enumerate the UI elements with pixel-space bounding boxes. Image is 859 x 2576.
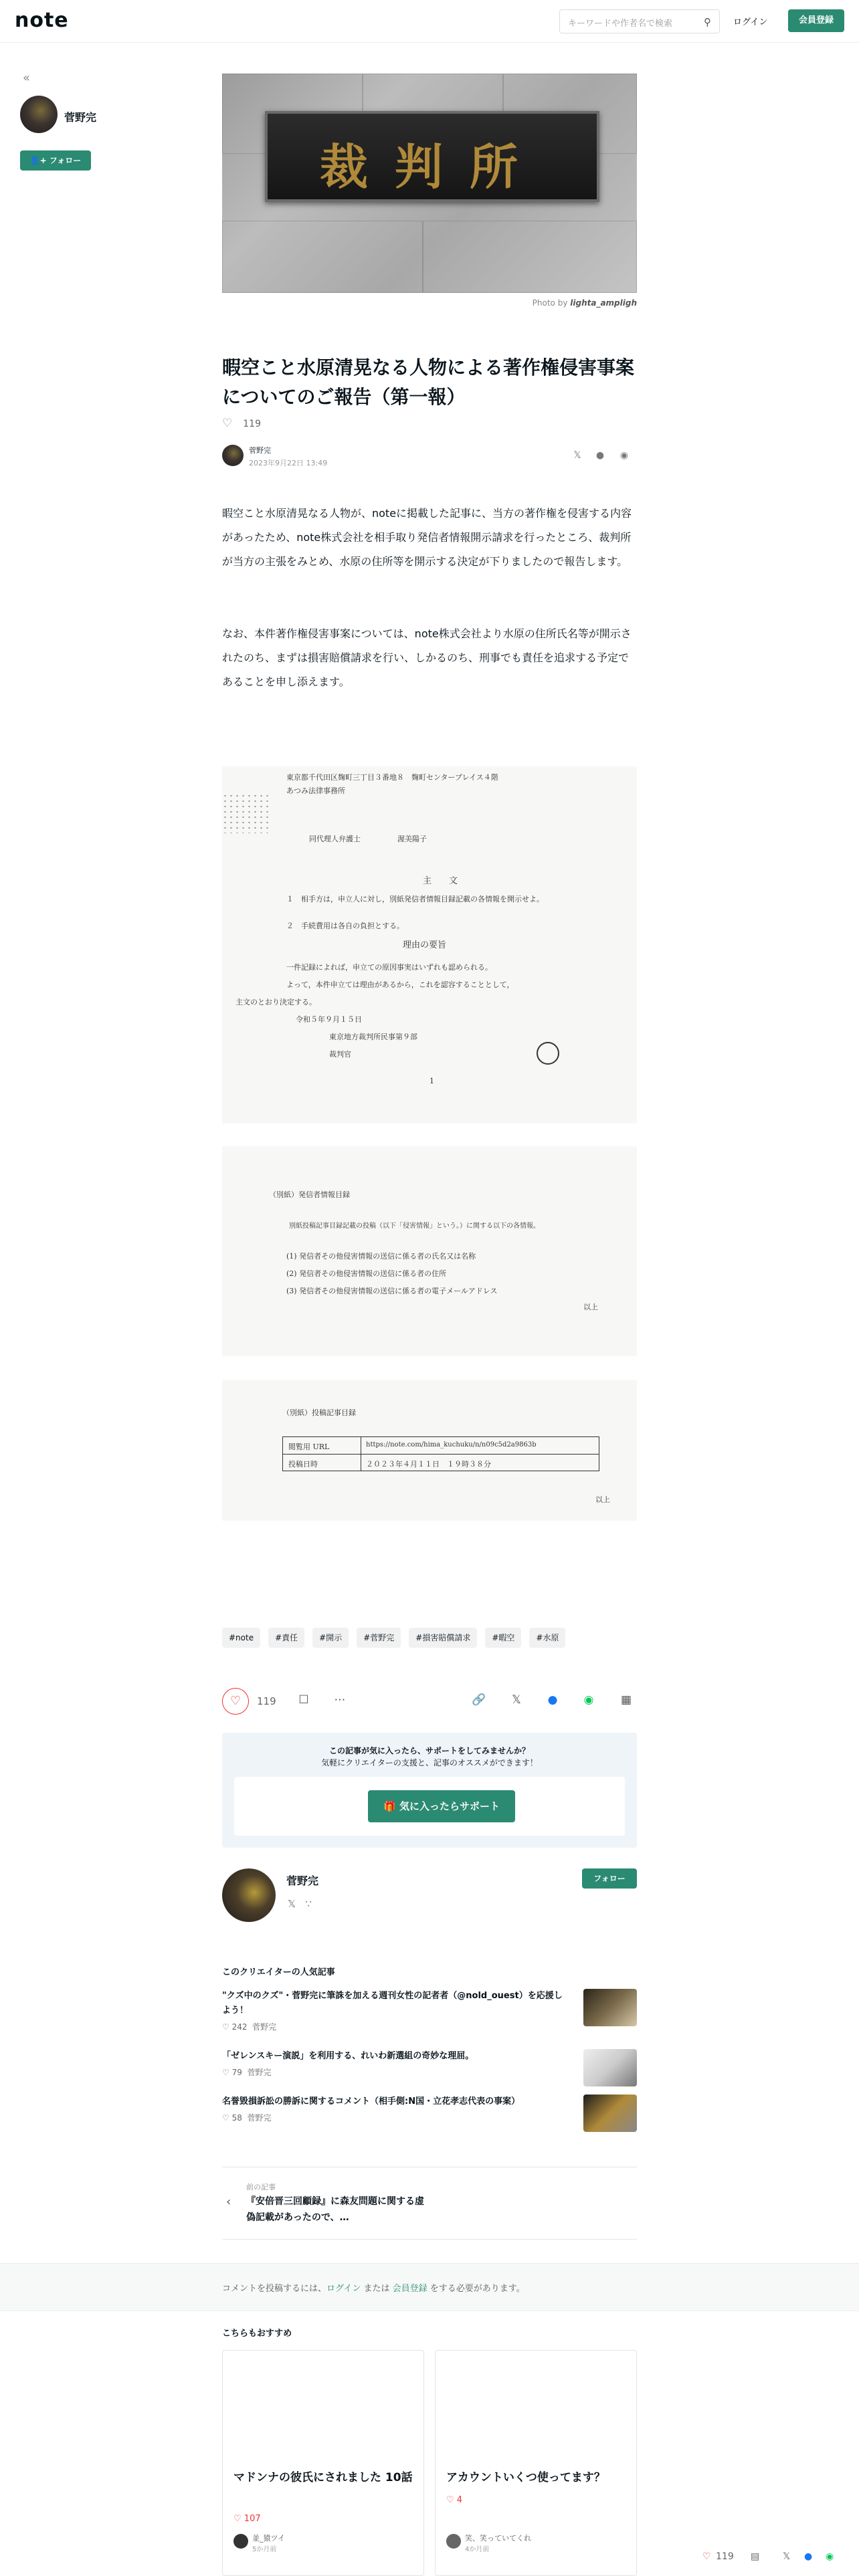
- doc-line: 主 文: [423, 876, 458, 886]
- like-count: 119: [243, 419, 261, 429]
- bookmark-icon[interactable]: ▤: [751, 2551, 760, 2562]
- link-copy-icon[interactable]: 🔗: [472, 1693, 486, 1707]
- comment-login-link[interactable]: ログイン: [326, 2284, 361, 2294]
- heart-icon[interactable]: ♡: [222, 417, 233, 430]
- rss-icon[interactable]: ∵: [305, 1898, 312, 1910]
- floating-like-count: 119: [716, 2551, 734, 2562]
- popular-likes: 79: [231, 2068, 242, 2077]
- line-share-icon[interactable]: ◉: [583, 1693, 594, 1707]
- creator-links: [288, 1898, 312, 1910]
- chevron-left-icon: ‹: [226, 2195, 231, 2209]
- popular-item[interactable]: [222, 1989, 637, 2032]
- doc-line: 理由の要旨: [403, 940, 447, 950]
- search-icon[interactable]: ⚲: [704, 16, 711, 28]
- avatar[interactable]: [20, 96, 58, 133]
- heart-icon: ♡: [229, 1694, 242, 1708]
- support-box: [222, 1733, 637, 1848]
- comment-register-link[interactable]: 会員登録: [392, 2284, 427, 2294]
- tag[interactable]: #損害賠償請求: [409, 1628, 477, 1648]
- popular-author: 菅野完: [247, 2068, 272, 2077]
- card-like-count: 4: [456, 2495, 463, 2505]
- doc-line: 以上: [583, 1303, 598, 1311]
- support-line2: 気軽にクリエイターの支援と、記事のオススメができます！: [321, 1758, 538, 1767]
- comment-text: または: [361, 2284, 393, 2294]
- popular-thumbnail[interactable]: [583, 2095, 637, 2132]
- doc-line: （別紙）投稿記事目録: [282, 1408, 356, 1417]
- more-icon[interactable]: ⋯: [334, 1693, 346, 1707]
- doc-line: 別紙投稿記事目録記載の投稿（以下「侵害情報」という。）に関する以下の各情報。: [289, 1222, 540, 1230]
- publish-date: 2023年9月22日 13:49: [249, 459, 328, 467]
- card-avatar[interactable]: [233, 2534, 248, 2549]
- card-age: 4か月前: [465, 2546, 490, 2553]
- doc-line: 裁判官: [329, 1050, 388, 1059]
- doc-line: 同代理人弁護士 渥美陽子: [309, 835, 427, 843]
- creator-avatar[interactable]: [222, 1868, 276, 1922]
- support-button-label: 気に入ったらサポート: [399, 1800, 500, 1812]
- popular-thumbnail[interactable]: [583, 2049, 637, 2086]
- popular-item[interactable]: [222, 2049, 637, 2092]
- tag[interactable]: #開示: [312, 1628, 349, 1648]
- popular-thumbnail[interactable]: [583, 1989, 637, 2026]
- popular-author: 菅野完: [252, 2022, 277, 2032]
- divider: [222, 2239, 637, 2240]
- doc-line: 一件記録によれば，申立ての原因事実はいずれも認められる。: [286, 963, 492, 972]
- card-age: 5か月前: [252, 2546, 277, 2553]
- line-share-icon[interactable]: ◉: [826, 2551, 834, 2562]
- facebook-share-icon[interactable]: ●: [804, 2551, 813, 2562]
- doc-line: あつみ法律事務所: [286, 786, 345, 795]
- heart-icon[interactable]: ♡: [702, 2551, 711, 2562]
- register-button[interactable]: 会員登録: [788, 9, 844, 32]
- comment-notice: [222, 2281, 525, 2294]
- support-button[interactable]: [368, 1790, 515, 1822]
- author-name[interactable]: 菅野完: [249, 446, 271, 455]
- popular-likes: 58: [231, 2113, 242, 2123]
- photo-credit-name[interactable]: lighta_ampligh: [570, 298, 637, 308]
- x-share-icon[interactable]: 𝕏: [573, 450, 581, 461]
- doc-page-number: 1: [430, 1077, 434, 1085]
- doc-line: １ 相手方は，申立人に対し，別紙発信者情報目録記載の各情報を開示せよ。: [286, 895, 544, 903]
- prev-article-link[interactable]: [222, 2176, 430, 2230]
- doc-line: 以上: [595, 1495, 610, 1504]
- seal-stamp: [537, 1042, 559, 1065]
- doc-line: (2) 発信者その他侵害情報の送信に係る者の住所: [286, 1269, 447, 1278]
- author-avatar[interactable]: [222, 445, 244, 466]
- tag[interactable]: #水原: [529, 1628, 565, 1648]
- prev-title: 『安倍晋三回顧録』に森友問題に関する虚偽記載があったので、…: [246, 2196, 424, 2223]
- article-list-image: [222, 1380, 637, 1521]
- prev-label: 前の記事: [246, 2183, 276, 2191]
- doc-table-cell: ２０２３年４月１１日 １９時３８分: [366, 1460, 491, 1469]
- support-inner: [234, 1777, 625, 1836]
- comment-icon[interactable]: ☐: [298, 1693, 309, 1707]
- doc-line: 東京地方裁判所民事第９部: [329, 1033, 417, 1041]
- card-like-count: 107: [244, 2514, 261, 2524]
- tag[interactable]: #暇空: [485, 1628, 521, 1648]
- collapse-icon[interactable]: «: [23, 71, 31, 85]
- doc-line: 主文のとおり決定する。: [235, 998, 316, 1006]
- support-line1: この記事が気に入ったら、サポートをしてみませんか？: [328, 1746, 530, 1755]
- doc-line: ２ 手続費用は各自の負担とする。: [286, 922, 404, 930]
- line-share-icon[interactable]: ◉: [619, 450, 629, 461]
- tag[interactable]: #note: [222, 1628, 260, 1648]
- follow-icon: 👤+: [29, 156, 50, 165]
- card-title[interactable]: マドンナの彼氏にされました 10話: [233, 2471, 413, 2484]
- like-count-top[interactable]: [222, 417, 261, 430]
- creator-follow-button[interactable]: フォロー: [582, 1868, 637, 1889]
- scan-noise: [222, 793, 269, 833]
- embed-icon[interactable]: ▦: [620, 1693, 632, 1707]
- search-placeholder: キーワードや作者名で検索: [568, 19, 673, 29]
- photo-credit-prefix: Photo by: [532, 298, 568, 308]
- gift-icon: 🎁: [383, 1800, 399, 1812]
- login-link[interactable]: ログイン: [733, 17, 768, 27]
- court-decision-image: [222, 766, 637, 1123]
- comment-text: をする必要があります。: [427, 2284, 525, 2294]
- popular-meta: [222, 2112, 272, 2123]
- note-logo[interactable]: note: [15, 9, 69, 32]
- recommend-card[interactable]: [222, 2350, 424, 2576]
- court-sign: [265, 111, 599, 202]
- card-title[interactable]: アカウントいくつ使ってます？: [446, 2471, 605, 2484]
- heart-icon: ♡: [222, 2068, 232, 2077]
- comment-area: [0, 2263, 859, 2311]
- rail-follow-button[interactable]: [20, 150, 91, 171]
- doc-table-cell: 閲覧用 URL: [288, 1442, 330, 1451]
- doc-table-cell: https://note.com/hima_kuchuku/n/n09c5d2a9863b: [366, 1441, 537, 1448]
- recommend-heading: こちらもおすすめ: [222, 2329, 292, 2339]
- floating-action-bar: [696, 2545, 859, 2569]
- doc-line: 東京都千代田区麹町三丁目３番地８ 麹町センタープレイス４階: [286, 773, 498, 782]
- article-title: 暇空こと水原清晃なる人物による著作権侵害事案についてのご報告（第一報）: [222, 356, 635, 408]
- article-paragraph: なお、本件著作権侵害事案については、note株式会社より水原の住所氏名等が開示されたのち、まずは損害賠償請求を行い、しかるのち、刑事でも責任を追求する予定であることを申し添えます。: [222, 627, 632, 688]
- court-sign-text: 裁判所: [319, 138, 545, 195]
- card-likes: [233, 2514, 261, 2524]
- x-share-icon[interactable]: 𝕏: [512, 1693, 521, 1707]
- facebook-share-icon[interactable]: ●: [547, 1693, 558, 1707]
- rail-author-name[interactable]: 菅野完: [64, 111, 97, 124]
- facebook-share-icon[interactable]: ●: [595, 450, 605, 461]
- doc-line: (3) 発信者その他侵害情報の送信に係る者の電子メールアドレス: [286, 1287, 498, 1295]
- like-count: 119: [257, 1695, 276, 1707]
- popular-heading: このクリエイターの人気記事: [222, 1967, 335, 1977]
- like-button[interactable]: [222, 1688, 249, 1715]
- recommend-card[interactable]: [435, 2350, 637, 2576]
- x-share-icon[interactable]: 𝕏: [783, 2551, 791, 2562]
- comment-text: コメントを投稿するには、: [222, 2284, 327, 2294]
- hero-image: [222, 74, 637, 293]
- tag-list: [222, 1628, 565, 1648]
- doc-line: （別紙）発信者情報目録: [269, 1190, 350, 1199]
- doc-line: 令和５年９月１５日: [296, 1015, 362, 1024]
- popular-likes: 242: [231, 2022, 248, 2032]
- popular-meta: [222, 2066, 272, 2078]
- card-avatar[interactable]: [446, 2534, 461, 2549]
- popular-meta: [222, 2021, 276, 2032]
- popular-title[interactable]: "クズ中のクズ"・菅野完に筆誅を加える週刊女性の記者者（@nold_ouest）を応援しよう！: [222, 1991, 563, 2016]
- heart-icon: ♡: [222, 2113, 232, 2123]
- card-author[interactable]: 笑、笑っていてくれ: [465, 2534, 531, 2543]
- heart-icon: ♡: [233, 2514, 244, 2524]
- tag[interactable]: #責任: [268, 1628, 304, 1648]
- rail-follow-label: フォロー: [49, 156, 82, 165]
- action-bar: [222, 1688, 637, 1717]
- information-list-image: [222, 1146, 637, 1356]
- card-likes: [446, 2495, 462, 2505]
- tag[interactable]: #菅野完: [357, 1628, 401, 1648]
- popular-item[interactable]: [222, 2095, 637, 2137]
- creator-name[interactable]: 菅野完: [286, 1874, 319, 1887]
- popular-title[interactable]: 名誉毀損訴訟の勝訴に関するコメント（相手側:N国・立花孝志代表の事案）: [222, 2097, 520, 2107]
- search-input[interactable]: [559, 9, 720, 33]
- x-icon[interactable]: 𝕏: [288, 1898, 296, 1910]
- heart-icon: ♡: [222, 2022, 232, 2032]
- doc-line: よって，本件申立ては理由があるから，これを認容することとして，: [286, 980, 514, 989]
- popular-title[interactable]: 「ゼレンスキー演説」を利用する、れいわ新選組の奇妙な理屈。: [222, 2051, 474, 2061]
- wall-tile: [423, 221, 637, 293]
- photo-credit: [222, 298, 637, 308]
- doc-line: (1) 発信者その他侵害情報の送信に係る者の氏名又は名称: [286, 1252, 476, 1261]
- popular-author: 菅野完: [247, 2113, 272, 2123]
- doc-table-cell: 投稿日時: [288, 1460, 318, 1469]
- site-header: [0, 0, 859, 43]
- heart-icon: ♡: [446, 2495, 457, 2505]
- doc-table: [282, 1436, 599, 1471]
- card-author[interactable]: 並_猿ツイ: [252, 2534, 285, 2543]
- wall-tile: [222, 221, 423, 293]
- article-paragraph: 暇空こと水原清晃なる人物が、noteに掲載した記事に、当方の著作権を侵害する内容があったため、note株式会社を相手取り発信者情報開示請求を行ったところ、裁判所が当方の主張をみとめ、水原の住所等を開示する決定が下りましたので報告します。: [222, 507, 632, 568]
